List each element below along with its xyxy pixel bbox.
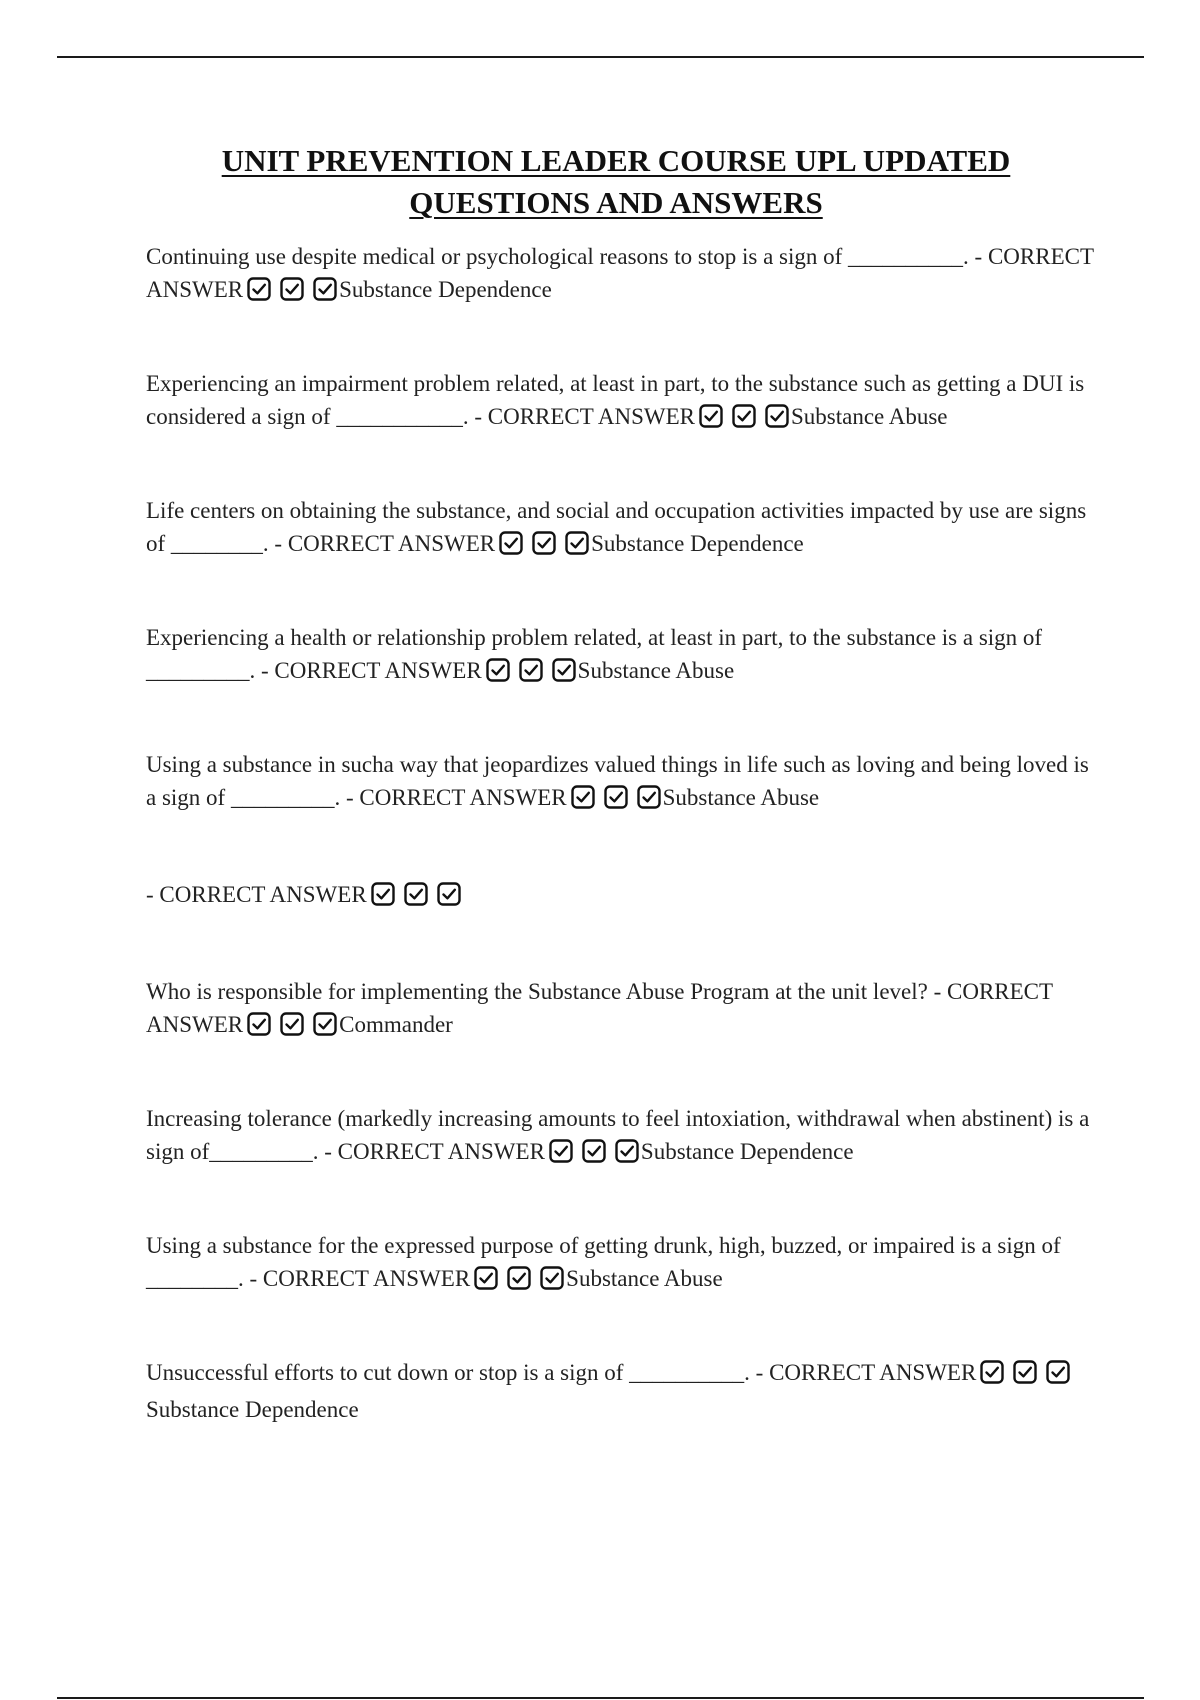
correct-answer-label: - CORRECT ANSWER	[268, 531, 496, 556]
correct-answer-label: - CORRECT ANSWER	[255, 658, 482, 683]
check-icons	[545, 1139, 640, 1172]
checked-box-icon	[507, 1266, 531, 1290]
checked-box-icon	[1013, 1360, 1037, 1384]
qa-item	[146, 367, 1096, 437]
checked-box-icon	[549, 1139, 573, 1163]
question-text: Unsuccessful efforts to cut down or stop is a sign of __________.	[146, 1360, 750, 1385]
answer-text: Commander	[339, 1012, 453, 1037]
checked-box-icon	[637, 785, 661, 809]
checked-box-icon	[499, 531, 523, 555]
question-text: Using a substance for the expressed purpose of getting drunk, high, buzzed, or impaired is a sign of ________.	[146, 1233, 1061, 1291]
checked-box-icon	[247, 277, 271, 301]
checked-box-icon	[765, 404, 789, 428]
qa-item	[146, 975, 1096, 1045]
qa-item	[146, 494, 1096, 564]
checked-box-icon	[540, 1266, 564, 1290]
checked-box-icon	[1046, 1360, 1070, 1384]
qa-item	[146, 1102, 1096, 1172]
correct-answer-label: - CORRECT ANSWER	[146, 979, 1053, 1037]
checked-box-icon	[437, 882, 461, 906]
checked-box-icon	[604, 785, 628, 809]
title-line-2: QUESTIONS AND ANSWERS	[409, 185, 823, 220]
answer-text: Substance Abuse	[662, 785, 820, 810]
checked-box-icon	[980, 1360, 1004, 1384]
title-line-1: UNIT PREVENTION LEADER COURSE UPL UPDATED	[221, 143, 1011, 178]
correct-answer-label: - CORRECT ANSWER	[340, 785, 567, 810]
check-icons	[243, 1012, 338, 1045]
checked-box-icon	[582, 1139, 606, 1163]
question-text: Experiencing an impairment problem related, at least in part, to the substance such as getting a DUI is considered a sign of ___________.	[146, 371, 1085, 429]
question-text: Increasing tolerance (markedly increasing amounts to feel intoxiation, withdrawal when abstinent) is a sign of_________.	[146, 1106, 1090, 1164]
header-rule	[57, 56, 1144, 58]
answer-text: Substance Dependence	[591, 531, 804, 556]
check-icons	[567, 785, 662, 818]
answer-text: Substance Dependence	[339, 277, 552, 302]
qa-item	[146, 621, 1096, 691]
correct-answer-label: - CORRECT ANSWER	[146, 882, 367, 907]
qa-item	[146, 1356, 1096, 1426]
check-icons	[367, 882, 462, 915]
page-title	[146, 140, 1086, 224]
checked-box-icon	[404, 882, 428, 906]
checked-box-icon	[615, 1139, 639, 1163]
checked-box-icon	[247, 1012, 271, 1036]
qa-item	[146, 1229, 1096, 1299]
check-icons	[695, 404, 790, 437]
correct-answer-label: - CORRECT ANSWER	[749, 1360, 977, 1385]
footer-rule	[57, 1697, 1144, 1699]
correct-answer-label: - CORRECT ANSWER	[318, 1139, 545, 1164]
checked-box-icon	[474, 1266, 498, 1290]
question-text: Experiencing a health or relationship problem related, at least in part, to the substance is a sign of _________.	[146, 625, 1043, 683]
qa-item	[146, 748, 1096, 818]
checked-box-icon	[565, 531, 589, 555]
checked-box-icon	[371, 882, 395, 906]
correct-answer-label: - CORRECT ANSWER	[468, 404, 695, 429]
checked-box-icon	[280, 1012, 304, 1036]
check-icons	[495, 531, 590, 564]
question-text: Who is responsible for implementing the Substance Abuse Program at the unit level?	[146, 979, 928, 1004]
check-icons	[470, 1266, 565, 1299]
answer-text: Substance Dependence	[146, 1397, 359, 1422]
check-icons	[243, 277, 338, 310]
checked-box-icon	[732, 404, 756, 428]
qa-item	[146, 240, 1096, 310]
checked-box-icon	[699, 404, 723, 428]
answer-text: Substance Abuse	[566, 1266, 723, 1291]
answer-text: Substance Abuse	[791, 404, 948, 429]
question-text: Using a substance in sucha way that jeopardizes valued things in life such as loving and being loved is a sign of _________.	[146, 752, 1089, 810]
qa-item	[146, 878, 1096, 915]
check-icons	[482, 658, 577, 691]
checked-box-icon	[313, 1012, 337, 1036]
correct-answer-label: - CORRECT ANSWER	[243, 1266, 471, 1291]
checked-box-icon	[280, 277, 304, 301]
answer-text: Substance Dependence	[640, 1139, 854, 1164]
question-text: Continuing use despite medical or psychological reasons to stop is a sign of __________.	[146, 244, 969, 269]
checked-box-icon	[486, 658, 510, 682]
question-text: Life centers on obtaining the substance, and social and occupation activities impacted by use are signs of ________.	[146, 498, 1087, 556]
checked-box-icon	[571, 785, 595, 809]
checked-box-icon	[532, 531, 556, 555]
checked-box-icon	[552, 658, 576, 682]
answer-text: Substance Abuse	[577, 658, 735, 683]
checked-box-icon	[313, 277, 337, 301]
correct-answer-label: - CORRECT ANSWER	[146, 244, 1094, 302]
check-icons	[976, 1360, 1071, 1393]
checked-box-icon	[519, 658, 543, 682]
